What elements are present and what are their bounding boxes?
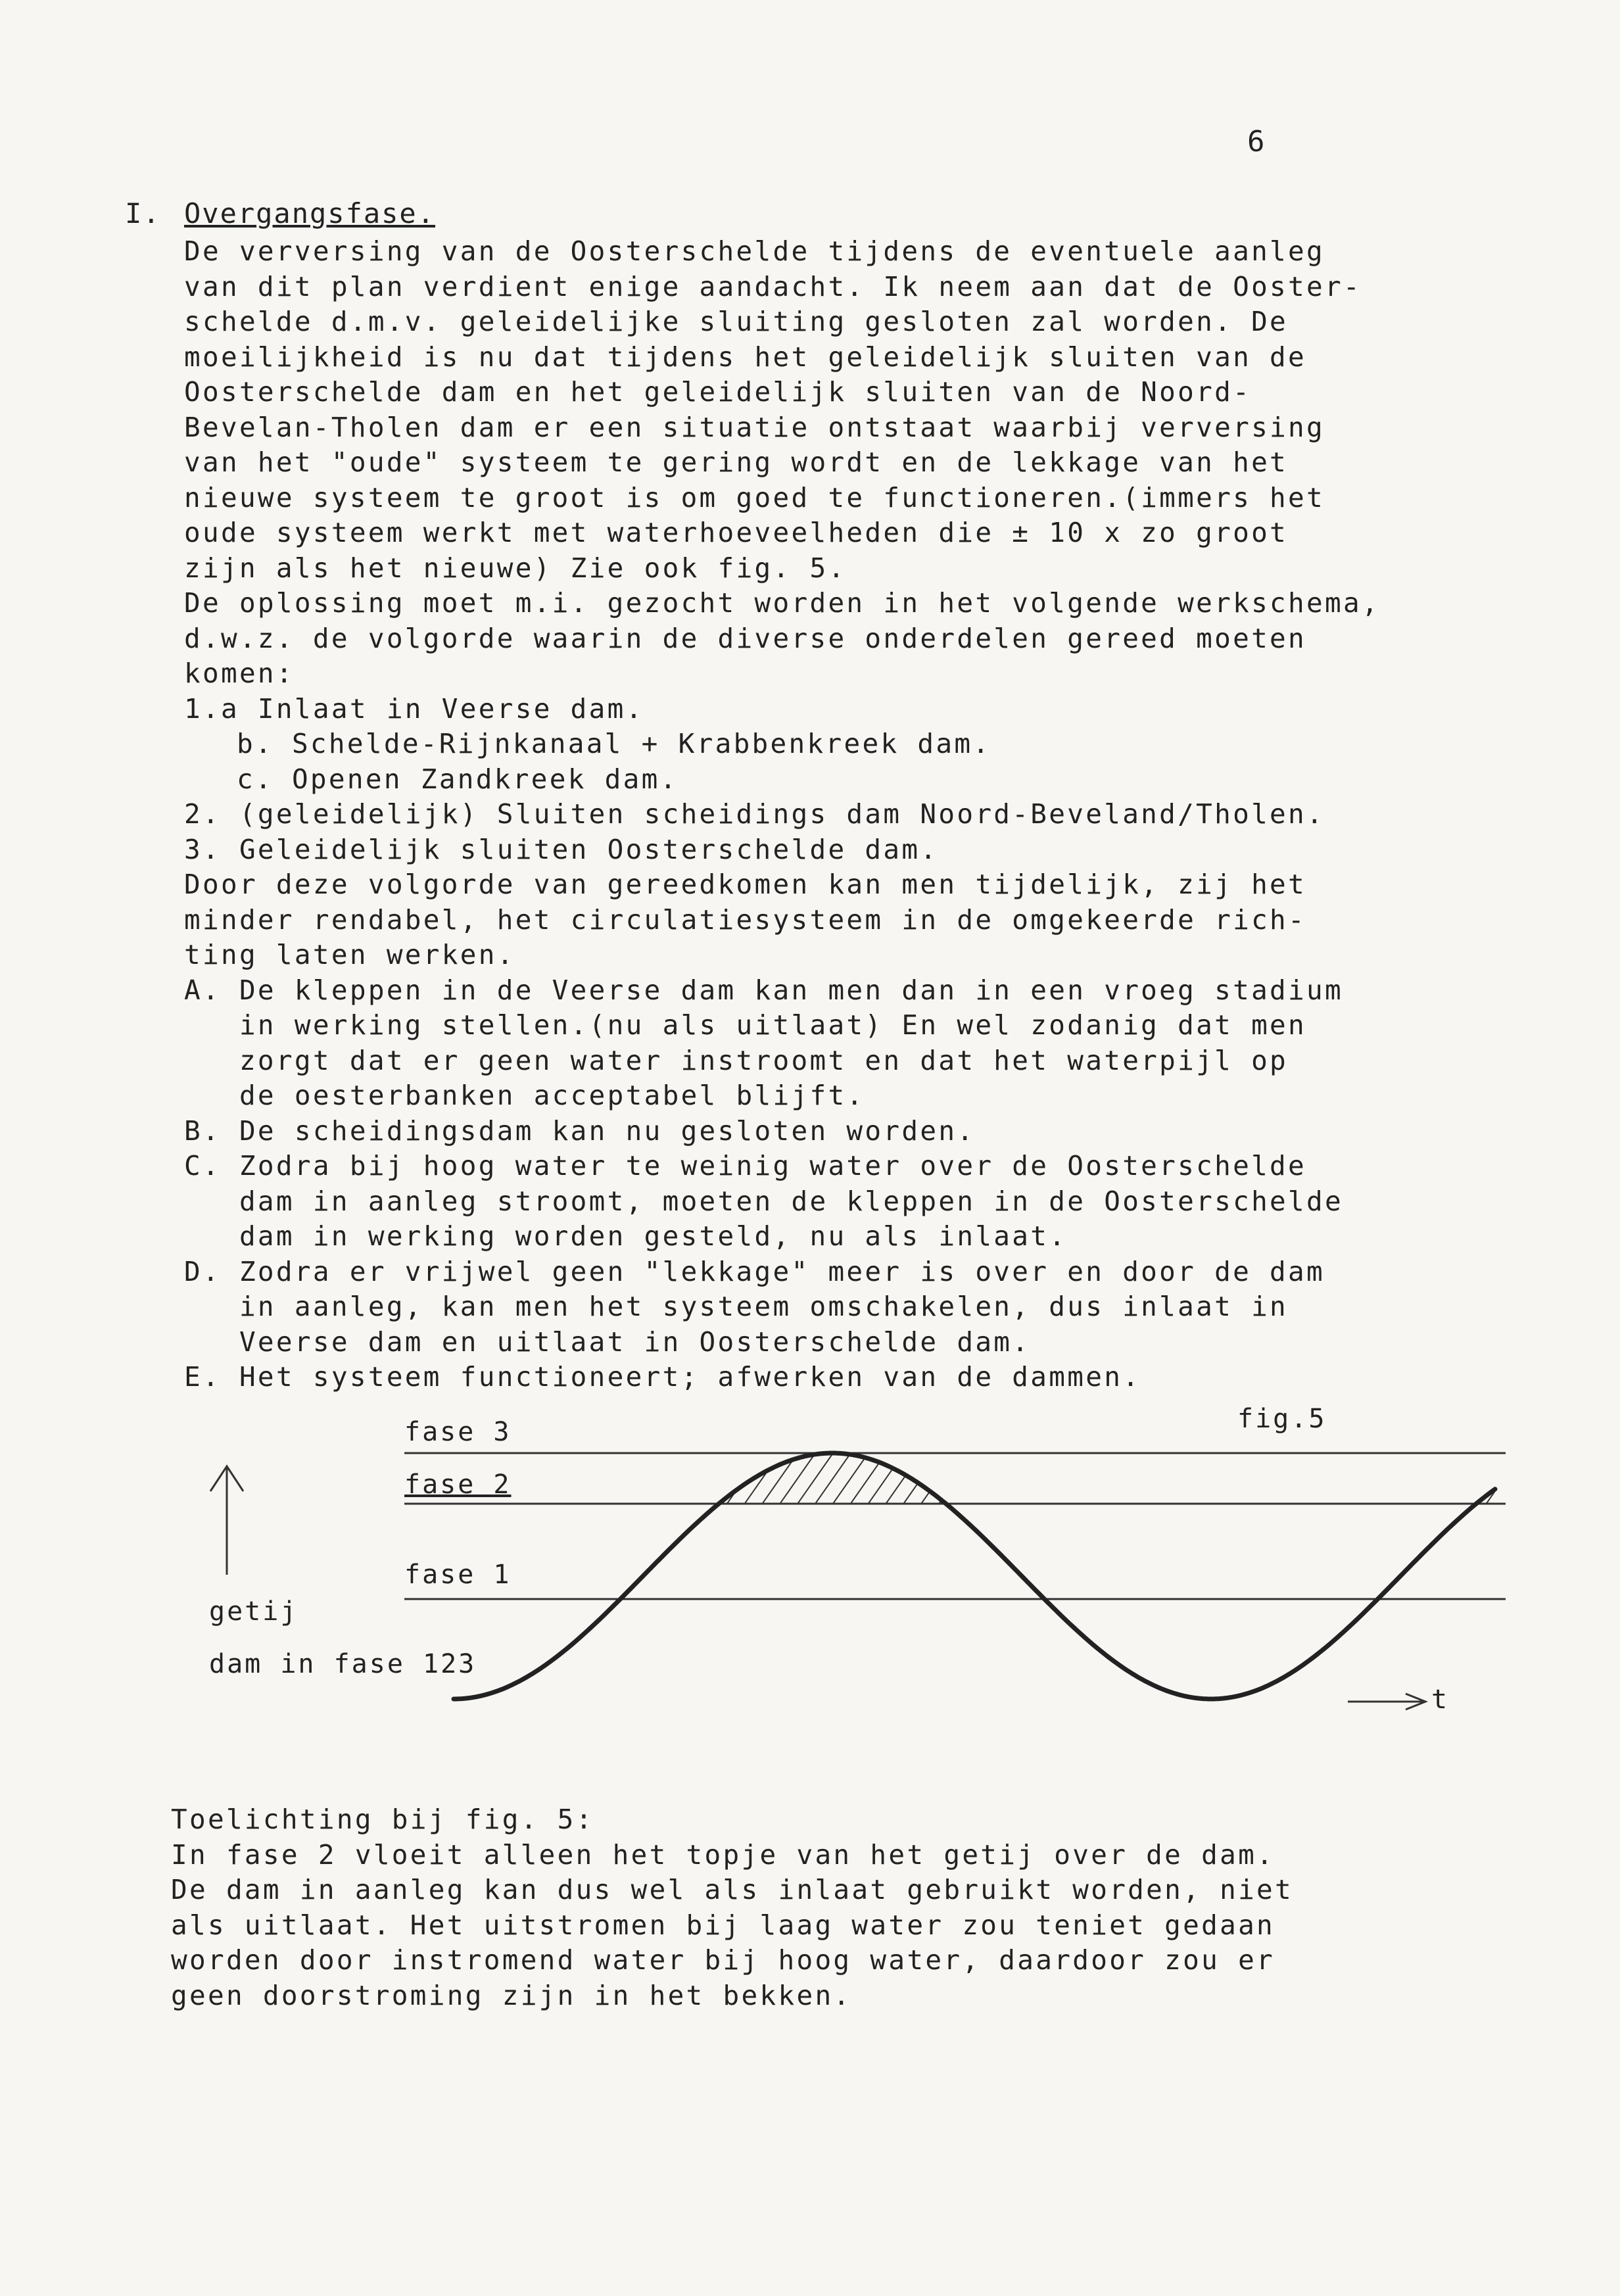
tide-curve: [454, 1453, 1495, 1699]
fase1-label: fase 1: [404, 1560, 512, 1590]
body-line: De oplossing moet m.i. gezocht worden in het volgende werkschema,: [184, 587, 1380, 619]
body-line: Bevelan-Tholen dam er een situatie ontstaat waarbij verversing: [184, 411, 1325, 443]
notes-line: In fase 2 vloeit alleen het topje van het getij over de dam.: [171, 1838, 1275, 1871]
notes-title: Toelichting bij fig. 5:: [171, 1804, 594, 1835]
body-line: zijn als het nieuwe) Zie ook fig. 5.: [184, 552, 847, 584]
body-line: 1.a Inlaat in Veerse dam.: [184, 692, 644, 725]
body-line: moeilijkheid is nu dat tijdens het geleidelijk sluiten van de: [184, 341, 1307, 373]
body-line: Door deze volgorde van gereedkomen kan men tijdelijk, zij het: [184, 869, 1307, 900]
section-title: Overgangsfase.: [184, 197, 436, 229]
fase3-label: fase 3: [404, 1417, 512, 1447]
body-line: C. Zodra bij hoog water te weinig water over de Oosterschelde: [184, 1150, 1307, 1182]
body-line: minder rendabel, het circulatiesysteem in de omgekeerde rich-: [184, 903, 1307, 936]
body-line: schelde d.m.v. geleidelijke sluiting gesloten zal worden. De: [184, 306, 1289, 337]
body-line: B. De scheidingsdam kan nu gesloten worden.: [184, 1114, 976, 1147]
body-line: in werking stellen.(nu als uitlaat) En wel zodanig dat men: [184, 1009, 1307, 1041]
notes-line: De dam in aanleg kan dus wel als inlaat gebruikt worden, niet: [171, 1874, 1294, 1905]
time-axis-label: t: [1431, 1685, 1450, 1715]
body-line: van het "oude" systeem te gering wordt en de lekkage van het: [184, 446, 1289, 478]
body-line: c. Openen Zandkreek dam.: [237, 763, 679, 795]
notes-line: als uitlaat. Het uitstromen bij laag water zou teniet gedaan: [171, 1909, 1275, 1941]
tide-figure: [0, 1381, 1620, 1775]
body-line: zorgt dat er geen water instroomt en dat het waterpijl op: [184, 1044, 1289, 1076]
body-line: Oosterschelde dam en het geleidelijk sluiten van de Noord-: [184, 376, 1252, 408]
figure-notes: [171, 1802, 1420, 2013]
body-line: E. Het systeem functioneert; afwerken van de dammen.: [184, 1361, 1141, 1393]
hatched-crest-area: [454, 1453, 1496, 1775]
page-number: 6: [1247, 125, 1265, 158]
body-line: 2. (geleidelijk) Sluiten scheidings dam Noord-Beveland/Tholen.: [184, 798, 1325, 830]
body-line: oude systeem werkt met waterhoeveelheden die ± 10 x zo groot: [184, 517, 1289, 548]
body-line: A. De kleppen in de Veerse dam kan men dan in een vroeg stadium: [184, 974, 1343, 1006]
notes-line: worden door instromend water bij hoog water, daardoor zou er: [171, 1944, 1275, 1976]
body-line: dam in werking worden gesteld, nu als inlaat.: [184, 1220, 1068, 1252]
body-line: De verversing van de Oosterschelde tijdens de eventuele aanleg: [184, 235, 1325, 267]
notes-line: geen doorstroming zijn in het bekken.: [171, 1979, 852, 2011]
body-line: Veerse dam en uitlaat in Oosterschelde dam.: [184, 1326, 1031, 1358]
body-line: d.w.z. de volgorde waarin de diverse onderdelen gereed moeten: [184, 622, 1307, 654]
getij-label: getij: [209, 1596, 298, 1627]
section-number: I.: [125, 197, 161, 229]
body-line: nieuwe systeem te groot is om goed te functioneren.(immers het: [184, 481, 1325, 514]
body-line: D. Zodra er vrijwel geen "lekkage" meer is over en door de dam: [184, 1255, 1325, 1287]
body-line: de oesterbanken acceptabel blijft.: [184, 1080, 865, 1111]
body-line: 3. Geleidelijk sluiten Oosterschelde dam.: [184, 833, 939, 865]
body-text: [184, 234, 1433, 1395]
body-line: van dit plan verdient enige aandacht. Ik neem aan dat de Ooster-: [184, 270, 1362, 302]
body-line: ting laten werken.: [184, 939, 515, 970]
body-line: komen:: [184, 658, 295, 689]
section-heading: [125, 197, 435, 229]
fase2-label: fase 2: [404, 1470, 512, 1500]
figure-caption: fig.5: [1237, 1404, 1327, 1434]
dam-phase-label: dam in fase 123: [209, 1649, 477, 1679]
body-line: b. Schelde-Rijnkanaal + Krabbenkreek dam.: [237, 728, 991, 759]
body-line: dam in aanleg stroomt, moeten de kleppen in de Oosterschelde: [184, 1185, 1343, 1217]
tide-diagram: [0, 1381, 1620, 1775]
body-line: in aanleg, kan men het systeem omschakelen, dus inlaat in: [184, 1291, 1289, 1322]
